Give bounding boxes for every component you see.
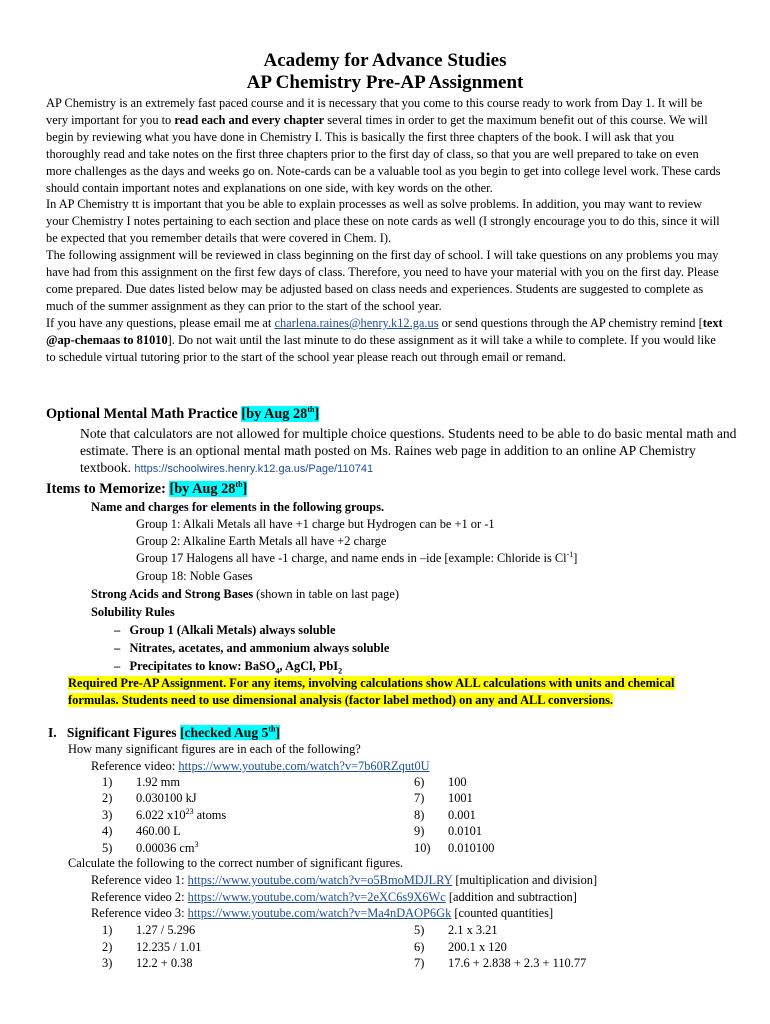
reference-label: Reference video: — [91, 759, 179, 773]
mental-math-title: Optional Mental Math Practice — [46, 406, 242, 422]
sigfigs-title: Significant Figures — [66, 725, 180, 740]
calc-problem-item — [102, 922, 195, 939]
reference-video-2-link[interactable]: https://www.youtube.com/watch?v=2eXC6s9X6Wc — [187, 890, 446, 904]
item-number: 1) — [102, 923, 113, 937]
item-number: 5) — [102, 840, 113, 855]
subscript-4: 4 — [275, 666, 280, 676]
memorize-title: Items to Memorize: — [46, 481, 170, 497]
item-number: 7) — [414, 956, 425, 970]
teacher-email-link[interactable]: charlena.raines@henry.k12.ga.us — [274, 315, 439, 330]
precipitates-text-2: , AgCl, PbI — [279, 659, 339, 673]
item-exponent: 23 — [185, 806, 194, 816]
reference-2-note: [addition and subtraction] — [445, 890, 577, 904]
reference-video-1-link[interactable]: https://www.youtube.com/watch?v=o5BmoMDJLRY — [187, 873, 453, 887]
sigfig-problem-item — [102, 790, 197, 807]
memorize-due-text: [by Aug 28 — [169, 481, 236, 497]
sigfig-problem-item — [414, 774, 467, 791]
item-value: 100 — [448, 775, 467, 789]
bullet-dash: – — [114, 623, 121, 637]
intro-p4-text-end: ]. Do not wait until the last minute to do these assignment as it will take a while to complete. If you would like to schedule virtual tutoring prior to the start of the school year please reach out through email or remand. — [46, 332, 716, 364]
calc-problem-item — [414, 939, 507, 956]
strong-acids-line — [91, 586, 399, 603]
item-value: 200.1 x 120 — [448, 939, 507, 954]
remind-code: text @ap-chemaas to 81010 — [46, 315, 723, 347]
intro-text — [46, 95, 726, 366]
memorize-heading — [46, 480, 247, 498]
required-assignment-note — [68, 675, 708, 709]
item-number: 5) — [414, 923, 425, 937]
item-exponent: 3 — [194, 839, 199, 849]
group-17-text: Group 17 Halogens all have -1 charge, and name ends in –ide [example: Chloride is Cl — [136, 551, 567, 565]
calc-reference-3 — [91, 905, 553, 922]
sigfigs-reference — [91, 758, 430, 775]
solubility-title: Solubility Rules — [91, 605, 175, 619]
group-18-rule: Group 18: Noble Gases — [136, 569, 253, 583]
item-number: 2) — [102, 791, 113, 806]
mental-math-due-end: ] — [314, 406, 320, 422]
bullet-dash: – — [114, 659, 121, 673]
item-number: 2) — [102, 939, 113, 954]
reference-2-label: Reference video 2: — [91, 890, 188, 904]
memorize-due-sup: th — [235, 480, 243, 490]
item-value: 0.030100 kJ — [136, 791, 197, 806]
memorize-due-end: ] — [242, 481, 248, 497]
strong-acids-title: Strong Acids and Strong Bases — [91, 587, 254, 601]
solubility-rule-1-text: Group 1 (Alkali Metals) always soluble — [129, 623, 336, 637]
sigfigs-due-end: ] — [275, 725, 280, 740]
intro-paragraph-1 — [46, 95, 726, 196]
item-number: 7) — [414, 791, 425, 806]
group-17-end: ] — [573, 551, 578, 565]
reference-1-note: [multiplication and division] — [452, 873, 598, 887]
textbook-link[interactable]: https://schoolwires.henry.k12.ga.us/Page/110741 — [134, 463, 374, 475]
calc-instruction: Calculate the following to the correct number of significant figures. — [68, 856, 404, 870]
subscript-2: 2 — [338, 666, 343, 676]
reference-video-link[interactable]: https://www.youtube.com/watch?v=7b60RZqut0U — [178, 759, 430, 773]
item-number: 10) — [414, 840, 431, 855]
item-number: 6) — [414, 939, 425, 954]
item-value: 12.235 / 1.01 — [136, 939, 202, 954]
item-number: 3) — [102, 956, 113, 970]
solubility-rule-3 — [114, 658, 342, 675]
sigfig-problem-item — [102, 774, 180, 791]
sigfig-problem-item — [102, 807, 226, 824]
intro-paragraph-4 — [46, 315, 726, 366]
mental-math-due-badge — [241, 406, 319, 422]
reference-3-note: [counted quantities] — [451, 906, 554, 920]
sigfig-problem-item — [102, 823, 181, 840]
calc-reference-2 — [91, 889, 577, 906]
sigfigs-heading — [48, 724, 280, 742]
groups-title: Name and charges for elements in the following groups. — [91, 500, 385, 514]
item-value: 2.1 x 3.21 — [448, 923, 498, 937]
assignment-title: AP Chemistry Pre-AP Assignment — [246, 72, 524, 93]
intro-p1-bold: read each and every chapter — [174, 112, 325, 127]
sigfigs-question: How many significant figures are in each of the following? — [68, 742, 361, 756]
sigfig-problem-item — [414, 823, 482, 840]
item-value: 17.6 + 2.838 + 2.3 + 110.77 — [448, 956, 587, 970]
solubility-rule-2-text: Nitrates, acetates, and ammonium always soluble — [129, 641, 390, 655]
solubility-rule-1 — [114, 622, 335, 639]
calc-problem-item — [102, 939, 201, 956]
intro-paragraph-3: The following assignment will be reviewed in class beginning on the first day of school. I will take questions on any problems you may have had from this assignment on the first few days of class. Therefore, you need to have your material with you on the first day. Please come prepared. Due dates listed below may be adjusted based on class needs and experiences. Students are suggested to complete as much of the summer assignment as they can prior to the start of the school year. — [46, 248, 719, 313]
item-value: 460.00 L — [136, 824, 181, 839]
required-assignment-text: Required Pre-AP Assignment. For any items, involving calculations show ALL calculations with units and chemical formulas. Students need to use dimensional analysis (factor label method) on any and ALL conversions. — [68, 676, 675, 707]
mental-math-note-text: Note that calculators are not allowed for multiple choice questions. Students need to be able to do basic mental math and estimate. There is an optional mental math posted on Ms. Raines web page in addition to an online AP Chemistry textbook. — [80, 426, 737, 475]
strong-acids-note: (shown in table on last page) — [253, 587, 399, 601]
group-17-rule — [136, 550, 577, 567]
item-number: 3) — [102, 807, 113, 822]
bullet-dash: – — [114, 641, 121, 655]
item-number: 4) — [102, 824, 113, 839]
sigfigs-due-badge — [180, 725, 280, 740]
sigfigs-due-sup: th — [268, 724, 276, 734]
item-value: 0.0101 — [448, 824, 483, 839]
memorize-due-badge — [169, 481, 247, 497]
chloride-charge: -1 — [566, 549, 574, 559]
mental-math-due-text: [by Aug 28 — [241, 406, 308, 422]
reference-video-3-link[interactable]: https://www.youtube.com/watch?v=Ma4nDAOP6Gk — [187, 906, 452, 920]
item-value: 0.00036 cm — [136, 840, 195, 855]
item-number: 6) — [414, 775, 425, 789]
item-value: 1.92 mm — [136, 775, 181, 789]
item-number: 1) — [102, 775, 113, 789]
item-value: 1001 — [448, 791, 473, 806]
group-2-rule: Group 2: Alkaline Earth Metals all have +2 charge — [136, 534, 387, 548]
school-title: Academy for Advance Studies — [263, 50, 507, 71]
intro-p1-text-end: several times in order to get the maximum benefit out of this course. We will begin by reviewing what you have done in Chemistry I. This is basically the first three chapters of the book. I will ask that you thoroughly read and take notes on the first three chapters prior to the first day of class, so that you are well prepared to take on even more challenges as the days and weeks go on. Note-cards can be a valuable tool as you begin to get into college level work. These cards should contain important notes and explanations on one side, with key words on the other. — [46, 112, 721, 195]
intro-p1-text: AP Chemistry is an extremely fast paced course and it is necessary that you come to this course ready to work from Day 1. It will be very important for you to — [46, 96, 703, 127]
mental-math-note — [80, 425, 740, 478]
calc-reference-1 — [91, 872, 597, 889]
calc-problem-item — [414, 955, 586, 972]
intro-p4-text-mid: or send questions through the AP chemistry remind [ — [438, 315, 703, 330]
sigfigs-due-text: [checked Aug 5 — [179, 725, 269, 740]
item-value: 0.001 — [448, 807, 476, 822]
solubility-rule-2 — [114, 640, 389, 657]
reference-1-label: Reference video 1: — [91, 873, 188, 887]
intro-p4-text: If you have any questions, please email me at — [46, 315, 275, 330]
item-value: 6.022 x10 — [136, 807, 186, 822]
sigfig-problem-item — [414, 790, 473, 807]
item-unit: atoms — [193, 807, 227, 822]
item-value: 0.010100 — [448, 840, 495, 855]
calc-problem-item — [102, 955, 193, 972]
reference-3-label: Reference video 3: — [91, 906, 188, 920]
mental-math-due-sup: th — [307, 405, 315, 415]
item-value: 1.27 / 5.296 — [136, 923, 196, 937]
sigfig-problem-item — [414, 807, 476, 824]
item-value: 12.2 + 0.38 — [136, 956, 193, 970]
mental-math-heading — [46, 405, 319, 423]
item-number: 9) — [414, 824, 425, 839]
precipitates-text: Precipitates to know: BaSO — [129, 659, 276, 673]
calc-problem-item — [414, 922, 498, 939]
item-number: 8) — [414, 807, 425, 822]
section-number: I. — [48, 725, 57, 740]
intro-paragraph-2: In AP Chemistry tt is important that you be able to explain processes as well as solve problems. In addition, you may want to review your Chemistry I notes pertaining to each section and place these on note cards as well (I strongly encourage you to do this, since it will be expected that you remember details that were covered in Chem. I). — [46, 197, 720, 246]
sigfig-problem-item — [414, 840, 494, 857]
group-1-rule: Group 1: Alkali Metals all have +1 charge but Hydrogen can be +1 or -1 — [136, 517, 495, 531]
